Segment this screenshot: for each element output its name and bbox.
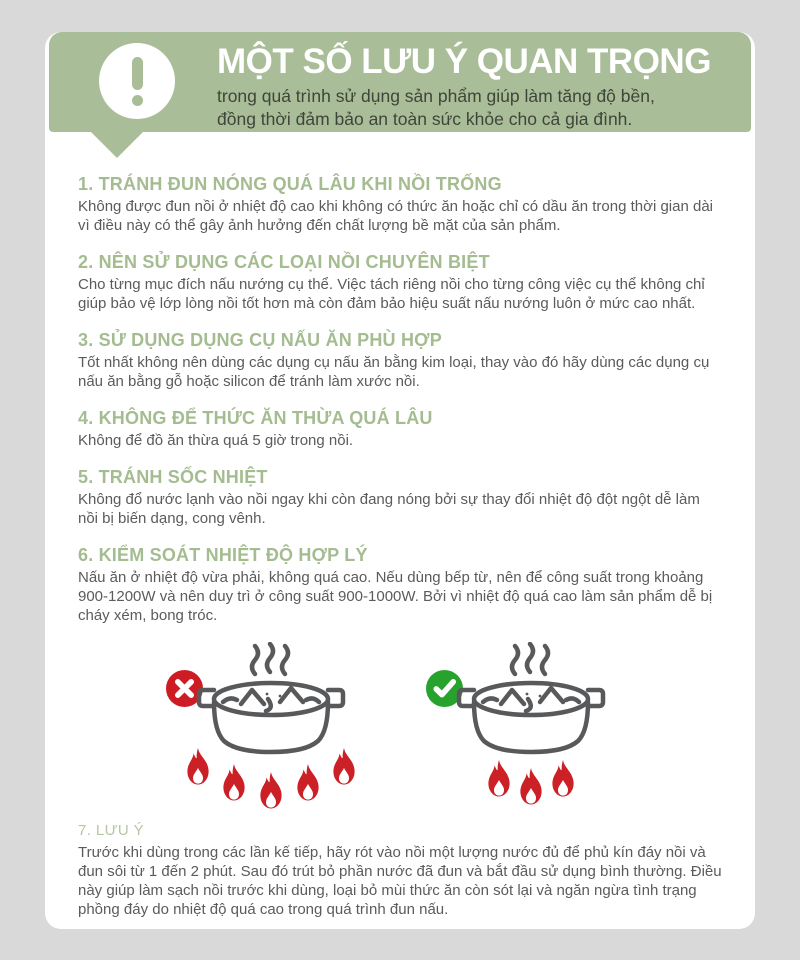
pot-centered-flame-icon bbox=[426, 642, 636, 814]
section-1-heading: 1. TRÁNH ĐUN NÓNG QUÁ LÂU KHI NỒI TRỐNG bbox=[78, 174, 502, 194]
section-1 bbox=[78, 174, 723, 235]
header-text bbox=[217, 40, 737, 131]
section-2-heading: 2. NÊN SỬ DỤNG CÁC LOẠI NỒI CHUYÊN BIỆT bbox=[78, 252, 490, 272]
section-2-body: Cho từng mục đích nấu nướng cụ thể. Việc tách riêng nồi cho từng công việc cụ thể không chỉ giúp bảo vệ lớp lòng nồi tốt hơn mà còn đảm bảo hiệu suất nấu nướng luôn ở mức cao nhất. bbox=[78, 276, 705, 312]
subtitle-line-2: đồng thời đảm bảo an toàn sức khỏe cho cả gia đình. bbox=[217, 109, 633, 129]
section-5-heading: 5. TRÁNH SỐC NHIỆT bbox=[78, 467, 268, 487]
section-3-body: Tốt nhất không nên dùng các dụng cụ nấu ăn bằng kim loại, thay vào đó hãy dùng các dụng cụ nấu ăn bằng gỗ hoặc silicon để tránh làm xước nồi. bbox=[78, 354, 710, 390]
notice-card bbox=[45, 32, 755, 929]
pot-wide-flame-icon bbox=[166, 642, 376, 814]
section-7-heading: 7. LƯU Ý bbox=[78, 822, 145, 839]
section-4 bbox=[78, 408, 723, 450]
section-6 bbox=[78, 545, 723, 625]
section-5 bbox=[78, 467, 723, 528]
section-7 bbox=[78, 822, 723, 919]
cooking-illustration bbox=[78, 642, 723, 814]
section-1-body: Không được đun nồi ở nhiệt độ cao khi không có thức ăn hoặc chỉ có dầu ăn trong thời gian dài vì điều này có thể gây ảnh hưởng đến chất lượng bề mặt của sản phẩm. bbox=[78, 198, 714, 234]
subtitle-line-1: trong quá trình sử dụng sản phẩm giúp làm tăng độ bền, bbox=[217, 86, 655, 106]
page-title: MỘT SỐ LƯU Ý QUAN TRỌNG bbox=[217, 42, 711, 81]
page-subtitle bbox=[217, 85, 737, 131]
section-4-heading: 4. KHÔNG ĐỂ THỨC ĂN THỪA QUÁ LÂU bbox=[78, 408, 433, 428]
section-6-body: Nấu ăn ở nhiệt độ vừa phải, không quá cao. Nếu dùng bếp từ, nên để công suất trong khoảng 900-1200W và nên duy trì ở công suất 900-1000W. Bởi vì nhiệt độ quá cao làm sản phẩm dễ bị cháy xém, bong tróc. bbox=[78, 569, 713, 624]
section-3-heading: 3. SỬ DỤNG DỤNG CỤ NẤU ĂN PHÙ HỢP bbox=[78, 330, 442, 350]
section-5-body: Không đổ nước lạnh vào nồi ngay khi còn đang nóng bởi sự thay đổi nhiệt độ đột ngột dễ làm nồi bị biến dạng, cong vênh. bbox=[78, 491, 700, 527]
notice-content bbox=[45, 132, 755, 919]
section-4-body: Không để đồ ăn thừa quá 5 giờ trong nồi. bbox=[78, 432, 354, 449]
section-3 bbox=[78, 330, 723, 391]
exclamation-icon bbox=[99, 43, 175, 119]
wrong-heat-example bbox=[166, 642, 376, 814]
section-7-body: Trước khi dùng trong các lần kế tiếp, hãy rót vào nồi một lượng nước đủ để phủ kín đáy nồi và đun sôi từ 1 đến 2 phút. Sau đó trút bỏ phần nước đã đun và bắt đầu sử dụng bình thường. Điều này giúp làm sạch nồi trước khi dùng, loại bỏ mùi thức ăn còn sót lại và ngăn ngừa tình trạng phồng đáy do nhiệt độ quá cao trong quá trình đun nấu. bbox=[78, 844, 722, 918]
notice-header bbox=[49, 32, 751, 132]
section-2 bbox=[78, 252, 723, 313]
correct-heat-example bbox=[426, 642, 636, 814]
section-6-heading: 6. KIỂM SOÁT NHIỆT ĐỘ HỢP LÝ bbox=[78, 545, 368, 565]
